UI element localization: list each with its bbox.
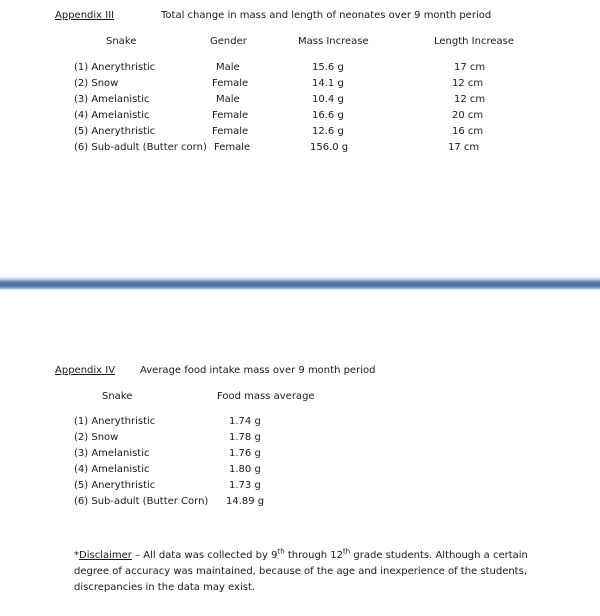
disclaimer-sup: th	[343, 547, 351, 556]
row-food: 1.78 g	[229, 432, 261, 443]
appendix-iii-label: Appendix III	[55, 10, 115, 21]
row-gender: Female	[212, 110, 249, 121]
row-snake: (5) Anerythristic	[74, 126, 156, 137]
disclaimer-dash: –	[131, 550, 144, 561]
row-mass: 156.0 g	[310, 142, 349, 153]
row-snake: (1) Anerythristic	[74, 416, 156, 427]
header-length-increase: Length Increase	[434, 36, 514, 47]
row-gender: Female	[212, 78, 249, 89]
appendix-iv-title: Average food intake mass over 9 month period	[140, 365, 376, 376]
disclaimer-text: All data was collected by 9	[143, 550, 278, 561]
row-snake: (6) Sub-adult (Butter corn)	[74, 142, 207, 153]
row-snake: (3) Amelanistic	[74, 94, 150, 105]
header-snake: Snake	[106, 36, 137, 47]
row-food: 1.73 g	[229, 480, 261, 491]
row-gender: Male	[216, 94, 240, 105]
row-length: 12 cm	[452, 78, 484, 89]
row-length: 17 cm	[448, 142, 480, 153]
disclaimer	[74, 548, 544, 596]
row-snake: (2) Snow	[74, 78, 119, 89]
row-snake: (4) Amelanistic	[74, 464, 150, 475]
row-length: 16 cm	[452, 126, 484, 137]
disclaimer-label: Disclaimer	[79, 550, 132, 561]
disclaimer-text: grade students. Although a certain degree of accuracy was maintained, because of the age and inexperience of the students, discrepancies in the data may exist.	[74, 550, 528, 593]
row-mass: 16.6 g	[312, 110, 344, 121]
appendix-iii-title: Total change in mass and length of neonates over 9 month period	[161, 10, 492, 21]
row-food: 1.80 g	[229, 464, 261, 475]
header-food-mass-average: Food mass average	[217, 391, 315, 402]
row-snake: (1) Anerythristic	[74, 62, 156, 73]
row-snake: (6) Sub-adult (Butter Corn)	[74, 496, 209, 507]
row-length: 17 cm	[454, 62, 486, 73]
row-mass: 15.6 g	[312, 62, 344, 73]
row-gender: Female	[214, 142, 251, 153]
row-snake: (4) Amelanistic	[74, 110, 150, 121]
page-appendix-iii	[0, 0, 600, 276]
row-mass: 10.4 g	[312, 94, 344, 105]
row-gender: Male	[216, 62, 240, 73]
row-food: 1.76 g	[229, 448, 261, 459]
row-length: 12 cm	[454, 94, 486, 105]
row-food: 1.74 g	[229, 416, 261, 427]
row-food: 14.89 g	[226, 496, 265, 507]
appendix-iv-label: Appendix IV	[55, 365, 116, 376]
page-separator	[0, 276, 600, 290]
header-gender: Gender	[210, 36, 247, 47]
row-snake: (3) Amelanistic	[74, 448, 150, 459]
page-appendix-iv	[0, 290, 600, 616]
row-mass: 12.6 g	[312, 126, 344, 137]
row-snake: (5) Anerythristic	[74, 480, 156, 491]
header-snake: Snake	[102, 391, 133, 402]
row-gender: Female	[212, 126, 249, 137]
disclaimer-mark: *	[74, 550, 79, 561]
row-snake: (2) Snow	[74, 432, 119, 443]
header-mass-increase: Mass Increase	[298, 36, 369, 47]
row-mass: 14.1 g	[312, 78, 344, 89]
disclaimer-sup: th	[277, 547, 285, 556]
row-length: 20 cm	[452, 110, 484, 121]
disclaimer-text: through 12	[284, 550, 344, 561]
